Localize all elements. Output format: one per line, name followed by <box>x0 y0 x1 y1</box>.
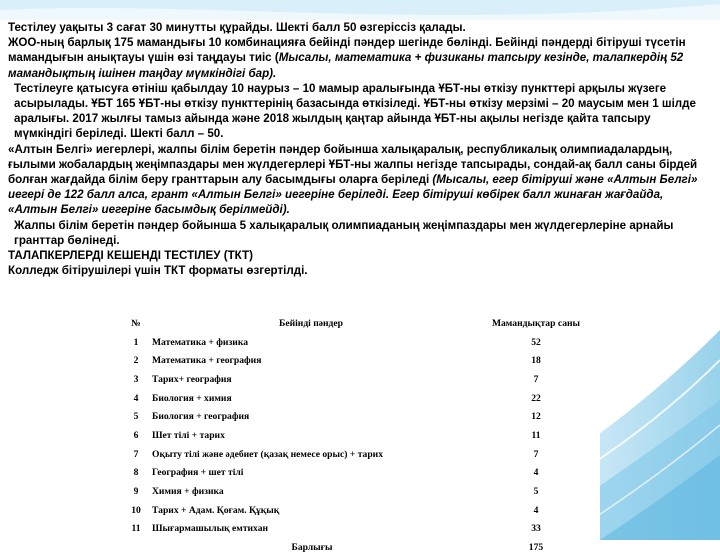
row-count: 22 <box>531 392 541 404</box>
row-number: 8 <box>133 467 139 479</box>
specialties-text: ЖОО-ның барлық 175 мамандығы 10 комбинацияға бейінді пәндер шегінде бөлінді. Бейінді пәндерді бітіруші түсетін мамандығын анықтауы үшін өзі таңдауы тиіс ( <box>8 36 686 65</box>
row-subjects: Биология + химия <box>152 392 232 404</box>
table-row <box>122 333 600 352</box>
row-number: 10 <box>131 504 141 516</box>
table-row <box>122 520 600 539</box>
row-number: 3 <box>133 373 139 385</box>
table-row <box>122 482 600 501</box>
table-row <box>122 370 600 389</box>
section-heading-ktt: ТАЛАПКЕРЛЕРДІ КЕШЕНДІ ТЕСТІЛЕУ (ТКТ) <box>8 249 253 263</box>
row-number: 6 <box>133 429 139 441</box>
altyn-belgi-example: (Мысалы, егер бітіруші және «Алтын Белгі» иегері де 122 балл алса, грант «Алтын Белгі» иегеріне беріледі. Егер бітіруші көбірек балл жинаған жағдайда, «Алтын Белгі» иегеріне басымдық берілмейді). <box>8 173 698 217</box>
paragraph-application-dates: Тестілеуге қатысуға өтініш қабылдау 10 наурыз – 10 мамыр аралығында ҰБТ-ны өткізу пункттері арқылы жүзеге асырылады. ҰБТ 165 ҰБТ-ны өткізу пункттерінің базасында өткізіледі. ҰБТ-ны өткізу мерзімі – 20 маусым мен 1 шілде аралығы. 2017 жылғы тамыз айында және 2018 жылдың қаңтар айында ҰБТ-ны ақылы негізде қайта тапсыру мүмкіндігі беріледі. Шекті балл – 50. <box>14 81 696 141</box>
table-row <box>122 464 600 483</box>
table-row <box>122 407 600 426</box>
row-subjects: Химия + физика <box>152 486 224 498</box>
row-count: 12 <box>531 411 541 423</box>
paragraph-specialties <box>8 35 712 81</box>
paragraph-olympiad-grants: Жалпы білім беретін пәндер бойынша 5 халықаралық олимпиаданың жеңімпаздары мен жүлдегерлеріне арнайы гранттар бөлінеді. <box>14 218 674 247</box>
row-subjects: Шет тілі + тарих <box>152 429 225 441</box>
table-row <box>122 351 600 370</box>
row-subjects: Тарих+ география <box>152 373 232 385</box>
subjects-table <box>122 314 600 557</box>
paragraph-altyn-belgi <box>8 142 712 218</box>
row-subjects: Математика + физика <box>152 336 249 348</box>
row-number: 1 <box>133 336 139 348</box>
specialties-example: Мысалы, математика + физиканы тапсыру кезінде, талапкердің 52 мамандықтың ішінен таңдау мүмкіндігі бар). <box>8 51 684 80</box>
row-subjects: Тарих + Адам. Қоғам. Құқық <box>152 504 280 516</box>
row-count: 7 <box>533 373 539 385</box>
table-row <box>122 389 600 408</box>
row-count: 11 <box>531 429 541 441</box>
total-number-empty <box>122 538 150 557</box>
row-subjects: Биология + география <box>152 411 250 423</box>
row-number: 7 <box>133 448 139 460</box>
header-subjects: Бейінді пәндер <box>279 317 343 329</box>
header-number: № <box>131 317 141 329</box>
row-number: 9 <box>133 486 139 498</box>
row-number: 5 <box>133 411 139 423</box>
row-subjects: Математика + география <box>152 355 262 367</box>
paragraph-test-duration: Тестілеу уақыты 3 сағат 30 минутты құрайды. Шекті балл 50 өзгеріссіз қалады. <box>8 21 466 34</box>
table-row <box>122 501 600 520</box>
row-count: 7 <box>533 448 539 460</box>
table-total-row <box>122 538 600 557</box>
table-header-row <box>122 314 600 333</box>
row-subjects: Оқыту тілі және әдебиет (қазақ немесе орыс) + тарих <box>152 448 383 460</box>
row-count: 5 <box>533 486 539 498</box>
document-body <box>8 20 712 278</box>
row-count: 33 <box>531 523 541 535</box>
row-number: 4 <box>133 392 139 404</box>
subjects-table-container <box>122 314 600 557</box>
row-subjects: Шығармашылық емтихан <box>152 523 269 535</box>
header-count: Мамандықтар саны <box>491 317 581 329</box>
total-count: 175 <box>528 542 544 554</box>
row-number: 11 <box>131 523 141 535</box>
row-count: 4 <box>533 467 539 479</box>
total-label: Барлығы <box>291 542 333 554</box>
table-row <box>122 426 600 445</box>
row-number: 2 <box>133 355 139 367</box>
row-count: 18 <box>531 355 541 367</box>
row-subjects: География + шет тілі <box>152 467 244 479</box>
row-count: 4 <box>533 504 539 516</box>
paragraph-college-format: Колледж бітірушілері үшін ТКТ форматы өзгертілді. <box>8 264 308 278</box>
table-row <box>122 445 600 464</box>
altyn-belgi-text: «Алтын Белгі» иегерлері, жалпы білім беретін пәндер бойынша халықаралық, республикалық олимпиадалардың, ғылыми жобалардың жеңімпаздары мен жүлдегерлері ҰБТ-ны жалпы негізде тапсырады, сондай-ақ балл саны бірдей болған жағдайда білім беру гранттарын алу басымдығы оларға беріледі <box>8 142 698 187</box>
row-count: 52 <box>531 336 541 348</box>
